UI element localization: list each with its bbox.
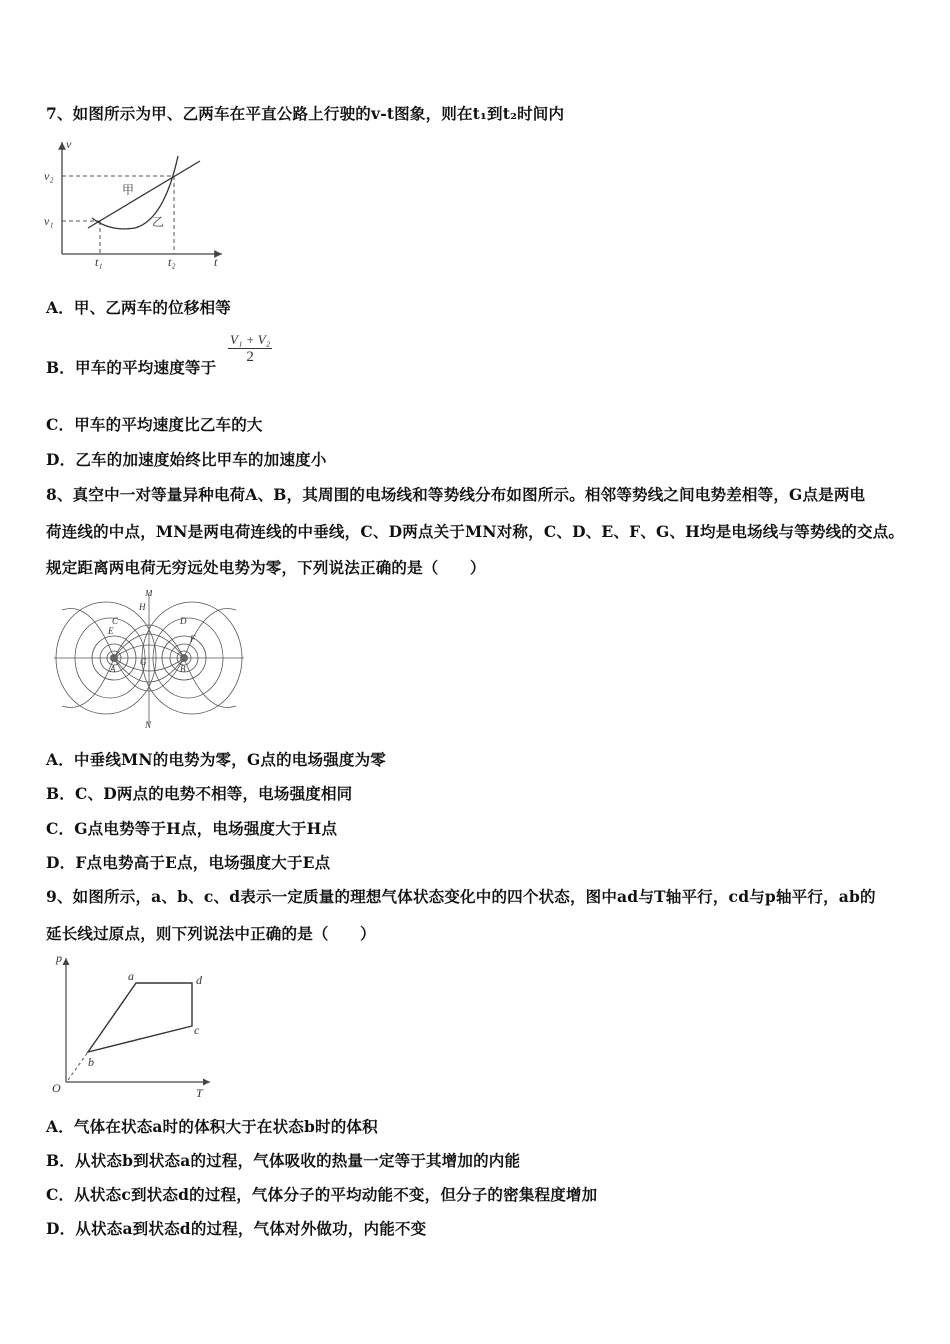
q8-stem-line2: 荷连线的中点，MN是两电荷连线的中垂线，C、D两点关于MN对称，C、D、E、F、G、H均是电场线与等势线的交点。 xyxy=(46,522,905,541)
q8-label-e: E xyxy=(108,626,114,636)
q9-label-t: T xyxy=(196,1086,203,1100)
q9-label-b: b xyxy=(88,1055,94,1069)
q7-label-t2: t₂ xyxy=(168,255,176,269)
q9-label-o: O xyxy=(52,1081,61,1095)
q8-stem-line3: 规定距离两电荷无穷远处电势为零，下列说法正确的是（ ） xyxy=(46,558,486,577)
q8-label-m: M xyxy=(145,590,153,598)
q7-label-t1: t₁ xyxy=(95,255,103,269)
q8-field-diagram xyxy=(52,590,246,730)
q9-pt-graph xyxy=(42,950,222,1100)
q7-stem: 7、如图所示为甲、乙两车在平直公路上行驶的v-t图象，则在t₁到t₂时间内 xyxy=(46,104,565,123)
q8-label-g: G xyxy=(140,657,147,667)
q8-option-a: A．中垂线MN的电势为零，G点的电场强度为零 xyxy=(46,750,386,769)
q7-option-b-fraction xyxy=(228,332,272,366)
q8-option-b: B．C、D两点的电势不相等，电场强度相同 xyxy=(46,784,353,803)
q8-label-f: F xyxy=(190,634,196,644)
q8-label-c: C xyxy=(112,616,119,626)
q8-label-h: H xyxy=(139,602,146,612)
q8-stem-line1: 8、真空中一对等量异种电荷A、B，其周围的电场线和等势线分布如图所示。相邻等势线之间电势差相等，G点是两电 xyxy=(46,485,866,504)
q8-label-b: B xyxy=(180,664,186,674)
q8-label-a: A xyxy=(110,664,116,674)
q9-label-c: c xyxy=(194,1023,200,1037)
q7-frac-numerator: V₁ + V₂ xyxy=(230,332,271,347)
q7-option-a: A．甲、乙两车的位移相等 xyxy=(46,298,231,317)
q8-option-c: C．G点电势等于H点，电场强度大于H点 xyxy=(46,819,338,838)
q9-option-b: B．从状态b到状态a的过程，气体吸收的热量一定等于其增加的内能 xyxy=(46,1151,521,1170)
q9-option-a: A．气体在状态a时的体积大于在状态b时的体积 xyxy=(46,1117,378,1136)
q7-option-d: D．乙车的加速度始终比甲车的加速度小 xyxy=(46,450,327,469)
q8-charge-b xyxy=(180,654,188,662)
q9-stem-line1: 9、如图所示，a、b、c、d表示一定质量的理想气体状态变化中的四个状态，图中ad与T轴平行，cd与p轴平行，ab的 xyxy=(46,887,876,906)
q9-label-p: p xyxy=(56,951,62,965)
q9-cycle xyxy=(88,983,192,1052)
q7-label-v1: v₁ xyxy=(44,214,54,228)
q7-vt-graph xyxy=(40,136,230,270)
q7-option-c: C．甲车的平均速度比乙车的大 xyxy=(46,415,263,434)
q9-option-c: C．从状态c到状态d的过程，气体分子的平均动能不变，但分子的密集程度增加 xyxy=(46,1185,598,1204)
q7-option-b: B．甲车的平均速度等于 xyxy=(46,358,217,377)
q9-label-d: d xyxy=(196,973,202,987)
q8-label-n: N xyxy=(145,720,152,730)
q9-label-a: a xyxy=(128,969,134,983)
q7-label-t: t xyxy=(214,255,218,269)
q7-frac-denominator: 2 xyxy=(246,349,254,365)
q8-option-d: D．F点电势高于E点，电场强度大于E点 xyxy=(46,853,331,872)
q9-stem-line2: 延长线过原点，则下列说法中正确的是（ ） xyxy=(46,924,376,943)
q7-label-yi: 乙 xyxy=(152,215,165,229)
q8-label-d: D xyxy=(180,616,187,626)
q7-line-jia xyxy=(88,161,200,228)
q7-label-jia: 甲 xyxy=(122,183,135,197)
q7-label-v: v xyxy=(66,137,72,151)
q7-label-v2: v₂ xyxy=(44,169,54,183)
q8-charge-a xyxy=(110,654,118,662)
q9-option-d: D．从状态a到状态d的过程，气体对外做功，内能不变 xyxy=(46,1219,427,1238)
